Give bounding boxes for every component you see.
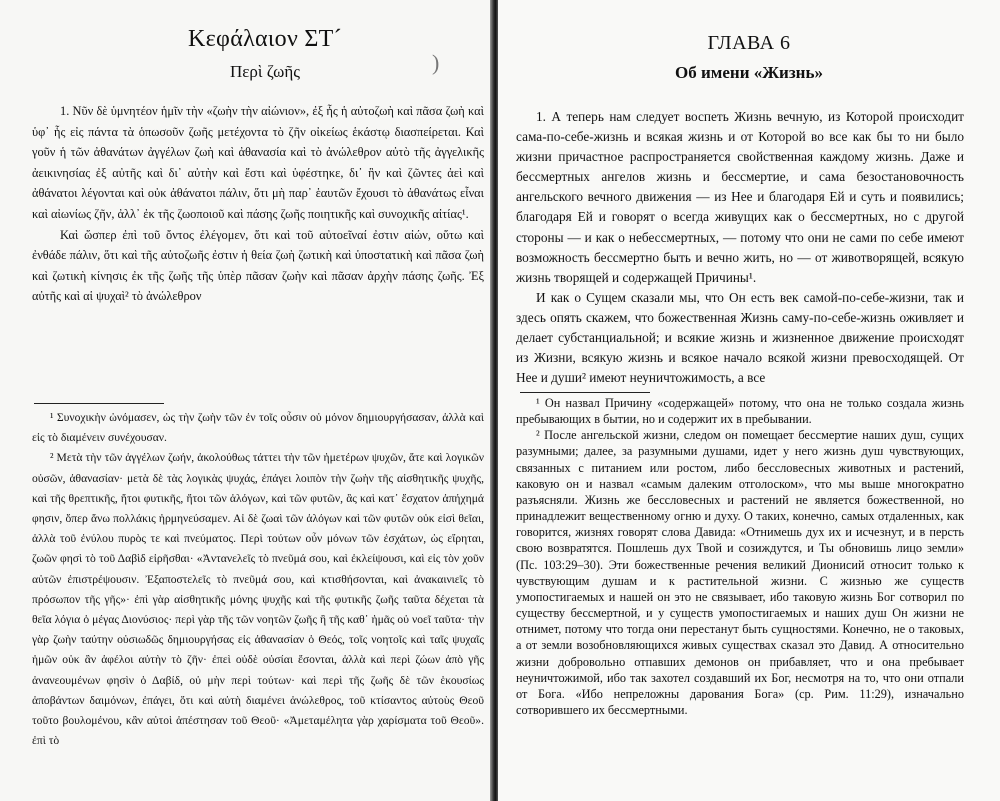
greek-body-text [32,101,484,307]
footnote-rule-greek [34,403,164,404]
right-page-russian [498,0,1000,801]
greek-paragraph-2: Καὶ ὥσπερ ἐπὶ τοῦ ὄντος ἐλέγομεν, ὅτι καὶ τοῦ αὐτοεῖναί ἐστιν αἰών, οὕτω καὶ ἐνθάδε πάλιν, ὅτι καὶ τῆς αὐτοζωῆς ἐστιν ἡ θεία ζωὴ ζωτικὴ καὶ ὑποστατικὴ καὶ πᾶσα ζωὴ καὶ ζωτικὴ κίνησις ἐκ τῆς ζωῆς τῆς ὑπὲρ πᾶσαν ζωὴν καὶ πᾶσαν ἀρχὴν πάσης ζωῆς. Ἐξ αὐτῆς καὶ αἱ ψυχαὶ² τὸ ἀνώλεθρον [32,227,484,304]
greek-footnote-1: ¹ Συνοχικὴν ὠνόμασεν, ὡς τὴν ζωὴν τῶν ἐν τοῖς οὖσιν οὐ μόνον δημιουργήσασαν, ἀλλὰ καὶ εἰς τὸ διαμένειν συνέχουσαν. [32,411,484,445]
russian-footnotes [516,395,964,718]
left-page-greek [0,0,492,801]
chapter-title-russian: ГЛАВА 6 [707,32,791,54]
greek-paragraph-1: 1. Νῦν δὲ ὑμνητέον ἡμῖν τὴν «ζωὴν τὴν αἰώνιον», ἐξ ἧς ἡ αὐτοζωὴ καὶ πᾶσα ζωὴ καὶ ὑφ᾽ ἧς εἰς πάντα τὰ ὁπωσοῦν ζωῆς μετέχοντα τὸ ζῆν οἰκείως ἑκάστῳ διασπείρεται. Καὶ γοῦν ἡ τῶν ἀθανάτων ἀγγέλων ζωὴ καὶ ἀθανασία καὶ τὸ ἀνώλεθρον αὐτὸ τῆς ἀγγελικῆς ἀεικινησίας ἐξ αὐτῆς καὶ δι᾽ αὐτὴν καὶ ἔστι καὶ ὑφέστηκε, δι᾽ ἣν καὶ ζῶντες ἀεὶ καὶ ἀθάνατοι λέγονται καὶ οὐκ ἀθάνατοι πάλιν, ὅτι μὴ παρ᾽ ἑαυτῶν ἔχουσι τὸ ἀθανάτως εἶναι καὶ αἰωνίως ζῆν, ἀλλ᾽ ἐκ τῆς ζωοποιοῦ καὶ πάσης ζωῆς ποιητικῆς καὶ συνοχικῆς αἰτίας¹. [32,104,484,221]
chapter-subtitle-greek: Περὶ ζωῆς [230,62,300,81]
russian-footnote-1: ¹ Он назвал Причину «содержащей» потому, что она не только создала жизнь пребывающих в бытии, но и содержит их в пребывании. [516,396,964,427]
chapter-title-greek: Κεφάλαιον ΣΤ´ [188,26,342,52]
russian-body-text [516,107,964,388]
footnote-rule-russian [520,392,650,393]
russian-footnote-2: ² После ангельской жизни, следом он помещает бессмертие наших душ, сущих разумными; далее, за разумными душами, идет у него жизнь душ чувствующих, связанных с питанием или ростом, либо бессловесных животных и растений, каковую он и назвал «самым далеким отголоском», что мы выше многократно разъясняли. Жизнь же бессловесных и растений не является божественной, но принадлежит вещественному огню и духу. О таких, конечно, самых отдаленных, как говорится, жизнях говорят слова Давида: «Отнимешь дух их и исчезнут, и в персть свою возвратятся. Пошлешь дух Твой и созиждутся, и Ты обновишь лицо земли» (Пс. 103:29–30). Эти божественные речения великий Дионисий относит только к чувствующим душам и к растительной жизни. С жизнью же существ умопостигаемых и нашей он это не связывает, ибо таковую жизнь Бог сотворил по существу бессмертной, и у существ умопостигаемых и наших душ Он жизни не отнимет, потому что тогда они перестанут быть сущностями. Конечно, не о таковых, а от земли возобновляющихся живых существах сказал это Давид. А относительно жизни добровольно отпавших демонов он прибавляет, что и она пребывает неуничтожимой, ибо так захотел создавший их Бог, несмотря на то, что они отпали от Бога. «Ибо непреложны дарования Бога» (ср. Рим. 11:29), изначально сотворившего их бессмертными. [516,428,964,717]
russian-paragraph-1: 1. А теперь нам следует воспеть Жизнь вечную, из Которой происходит сама-по-себе-жизнь и всякая жизнь и от Которой во все как бы то ни было жизни причастное распространяется свойственная каждому жизнь. Даже и бессмертных ангелов жизнь и бессмертие, и сама безостановочность ангельского вечного движения — из Нее и благодаря Ей и суть и появились; благодаря Ей и говорят о всегда живущих как о бессмертных, но с другой стороны — и как о небессмертных, — потому что они не сами по себе имеют возможность бессмертно быть и вечно жить, но — от животворящей, всякую жизнь творящей и содержащей Причины¹. [516,109,964,285]
margin-mark: ) [432,50,440,75]
greek-footnotes [32,408,484,751]
russian-paragraph-2: И как о Сущем сказали мы, что Он есть век самой-по-себе-жизни, так и здесь опять скажем, что божественная Жизнь саму-по-себе-жизнь оживляет и делает субстанциальной; и всякие жизнь и жизненное движение происходят из Жизни, всякую жизнь и всякое начало всякой жизни превосходящей. От Нее и души² имеют неуничтожимость, а все [516,289,964,386]
chapter-subtitle-russian: Об имени «Жизнь» [675,63,823,82]
greek-footnote-2: ² Μετὰ τὴν τῶν ἀγγέλων ζωήν, ἀκολούθως τάττει τὴν τῶν ἡμετέρων ψυχῶν, ἅτε καὶ λογικῶν οὐσῶν, ἀθανασίαν· μετὰ δὲ τὰς λογικὰς ψυχάς, ἐπάγει λοιπὸν τὴν ζωὴν τῆς αἰσθητικῆς ψυχῆς, καὶ τῆς θρεπτικῆς, ἤτοι φυτικῆς, ἤτοι τῶν ἀλόγων, καὶ τῶν φυτῶν, ἃς καὶ κατ᾽ ἔσχατον ἀπήχημά φησιν, ὅπερ ἄνω πολλάκις ἡρμηνεύσαμεν. Αἱ δὲ ζωαὶ τῶν ἀλόγων καὶ τῶν φυτῶν οὐκ εἰσὶ θεῖαι, ἀλλὰ τοῦ ἐνύλου πυρὸς τε καὶ πνεύματος. Περὶ τούτων οὖν μόνων τῶν ἐσχάτων, ὡς εἴρηται, ζωῶν φησὶ τὸ τοῦ Δαβὶδ εἰρῆσθαι· «Ἀντανελεῖς τὸ πνεῦμά σου, καὶ ἐκλείψουσι, καὶ εἰς τὸν χοῦν αὐτῶν ἐπιστρέψουσιν. Ἐξαποστελεῖς τὸ πνεῦμά σου, καὶ κτισθήσονται, καὶ ἀνακαινιεῖς τὸ πρόσωπον τῆς γῆς»· ἐπὶ γὰρ αἰσθητικῆς μόνης ψυχῆς καὶ τῆς φυτικῆς ζωῆς ταῦτα δέχεται τὰ θεῖα λόγια ὁ μέγας Διονύσιος· περὶ γὰρ τῆς τῶν νοητῶν ζωῆς ἣ τῆς καθ᾽ ἡμᾶς οὐ νοεῖ ταῦτα· τὴν γὰρ ζωὴν ταύτην οὐσιωδῶς δημιουργήσας εἰς ἀθανασίαν ὁ Θεός, τοῖς νοητοῖς καὶ ταῖς ψυχαῖς ἡμῶν οὐκ ἂν ἀφέλοι αὐτὴν τὸ ζῆν· ἐπεὶ οὐδὲ οὐσίαι ἔσονται, ἀλλὰ καὶ περὶ ζώων ἀπὸ γῆς ἀνανεουμένων φησὶν ὁ Δαβίδ, οὐ μὴν περὶ τούτων· καὶ περὶ τῆς ζωῆς δὲ τῶν ἑκουσίως ἀποβάντων δαιμόνων, ἐπάγει, ὅτι καὶ αὐτὴ διαμένει ἀνώλεθρος, τοῦ κτίσαντος αὐτοὺς Θεοῦ τοῦτο βουλομένου, κἂν αὐτοὶ ἀπέστησαν τοῦ Θεοῦ· «Ἀμεταμέλητα γὰρ χαρίσματα τοῦ Θεοῦ». ἐπὶ τὸ [32,451,484,748]
